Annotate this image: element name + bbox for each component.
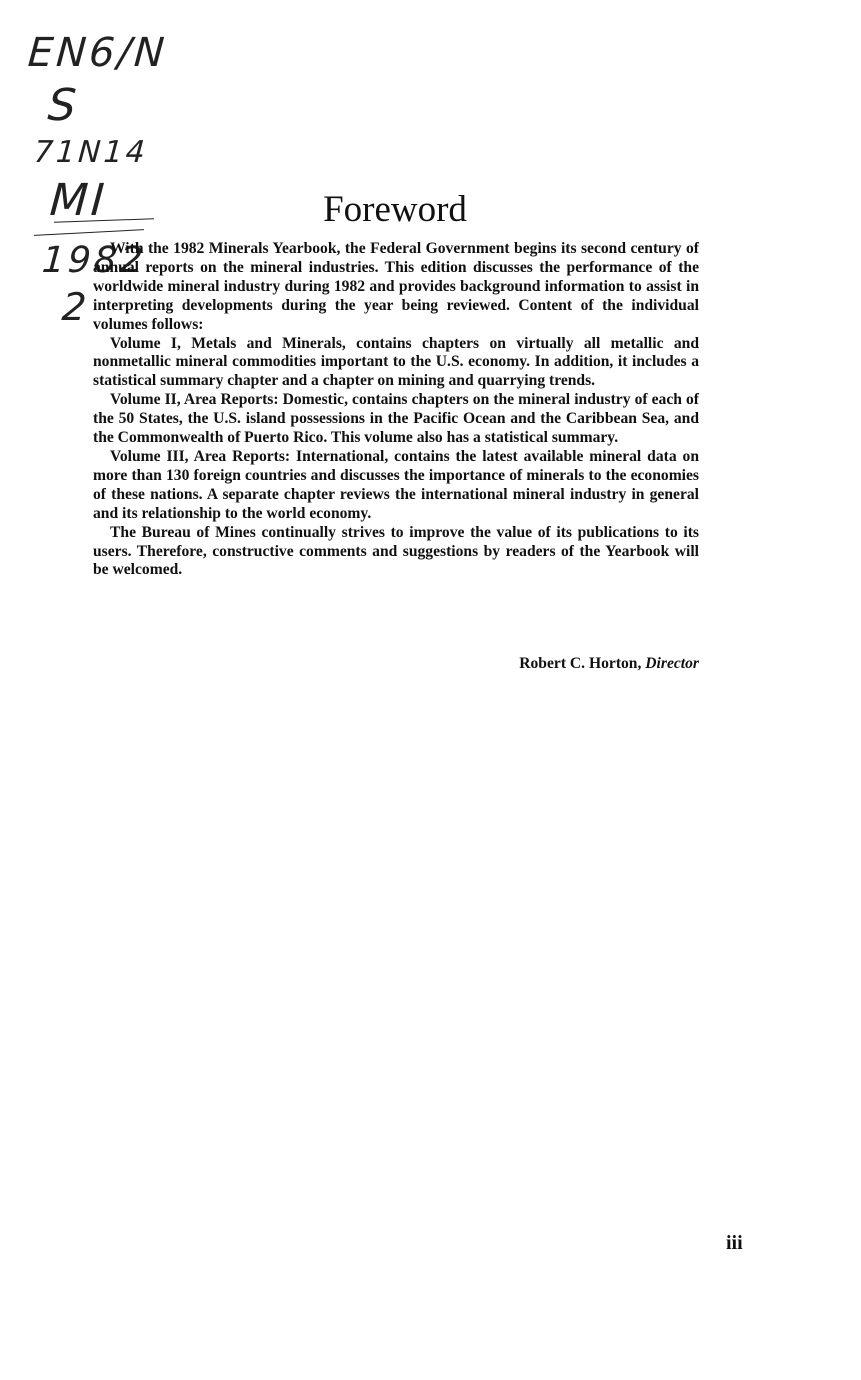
paragraph-volume-1: Volume I, Metals and Minerals, contains chapters on virtually all metallic and nonmetallic mineral commodities important to the U.S. economy. In addition, it includes a statistical summary chapter and a chapter on mining and quarrying trends. — [93, 334, 699, 390]
page-number: iii — [726, 1232, 743, 1254]
handwritten-note-5: 1982 — [40, 240, 148, 281]
handwritten-note-3: 71N14 — [32, 135, 150, 170]
handwritten-note-6: 2 — [60, 285, 91, 329]
foreword-body — [93, 240, 699, 580]
page-title: Foreword — [323, 189, 467, 230]
paragraph-closing: The Bureau of Mines continually strives to improve the value of its publications to its users. Therefore, constructive comments and suggestions by readers of the Yearbook will be welcomed. — [93, 523, 699, 579]
handwritten-note-1: EN6/N — [26, 30, 169, 76]
handwritten-note-2: S — [46, 80, 81, 131]
signature-name: Robert C. Horton, — [519, 655, 642, 672]
paragraph-intro: With the 1982 Minerals Yearbook, the Federal Government begins its second century of annual reports on the mineral industries. This edition discusses the performance of the worldwide mineral industry during 1982 and provides background information to assist in interpreting developments during the year being reviewed. Content of the individual volumes follows: — [93, 240, 699, 333]
paragraph-volume-2: Volume II, Area Reports: Domestic, contains chapters on the mineral industry of each of the 50 States, the U.S. island possessions in the Pacific Ocean and the Caribbean Sea, and the Commonwealth of Puerto Rico. This volume also has a statistical summary. — [93, 391, 699, 447]
signature-role: Director — [645, 655, 699, 672]
handwritten-note-4: MI — [48, 175, 109, 226]
paragraph-volume-3: Volume III, Area Reports: International, contains the latest available mineral data on more than 130 foreign countries and discusses the importance of minerals to the economies of these nations. A separate chapter reviews the international mineral industry in general and its relationship to the world economy. — [93, 447, 699, 522]
signature — [519, 655, 699, 673]
